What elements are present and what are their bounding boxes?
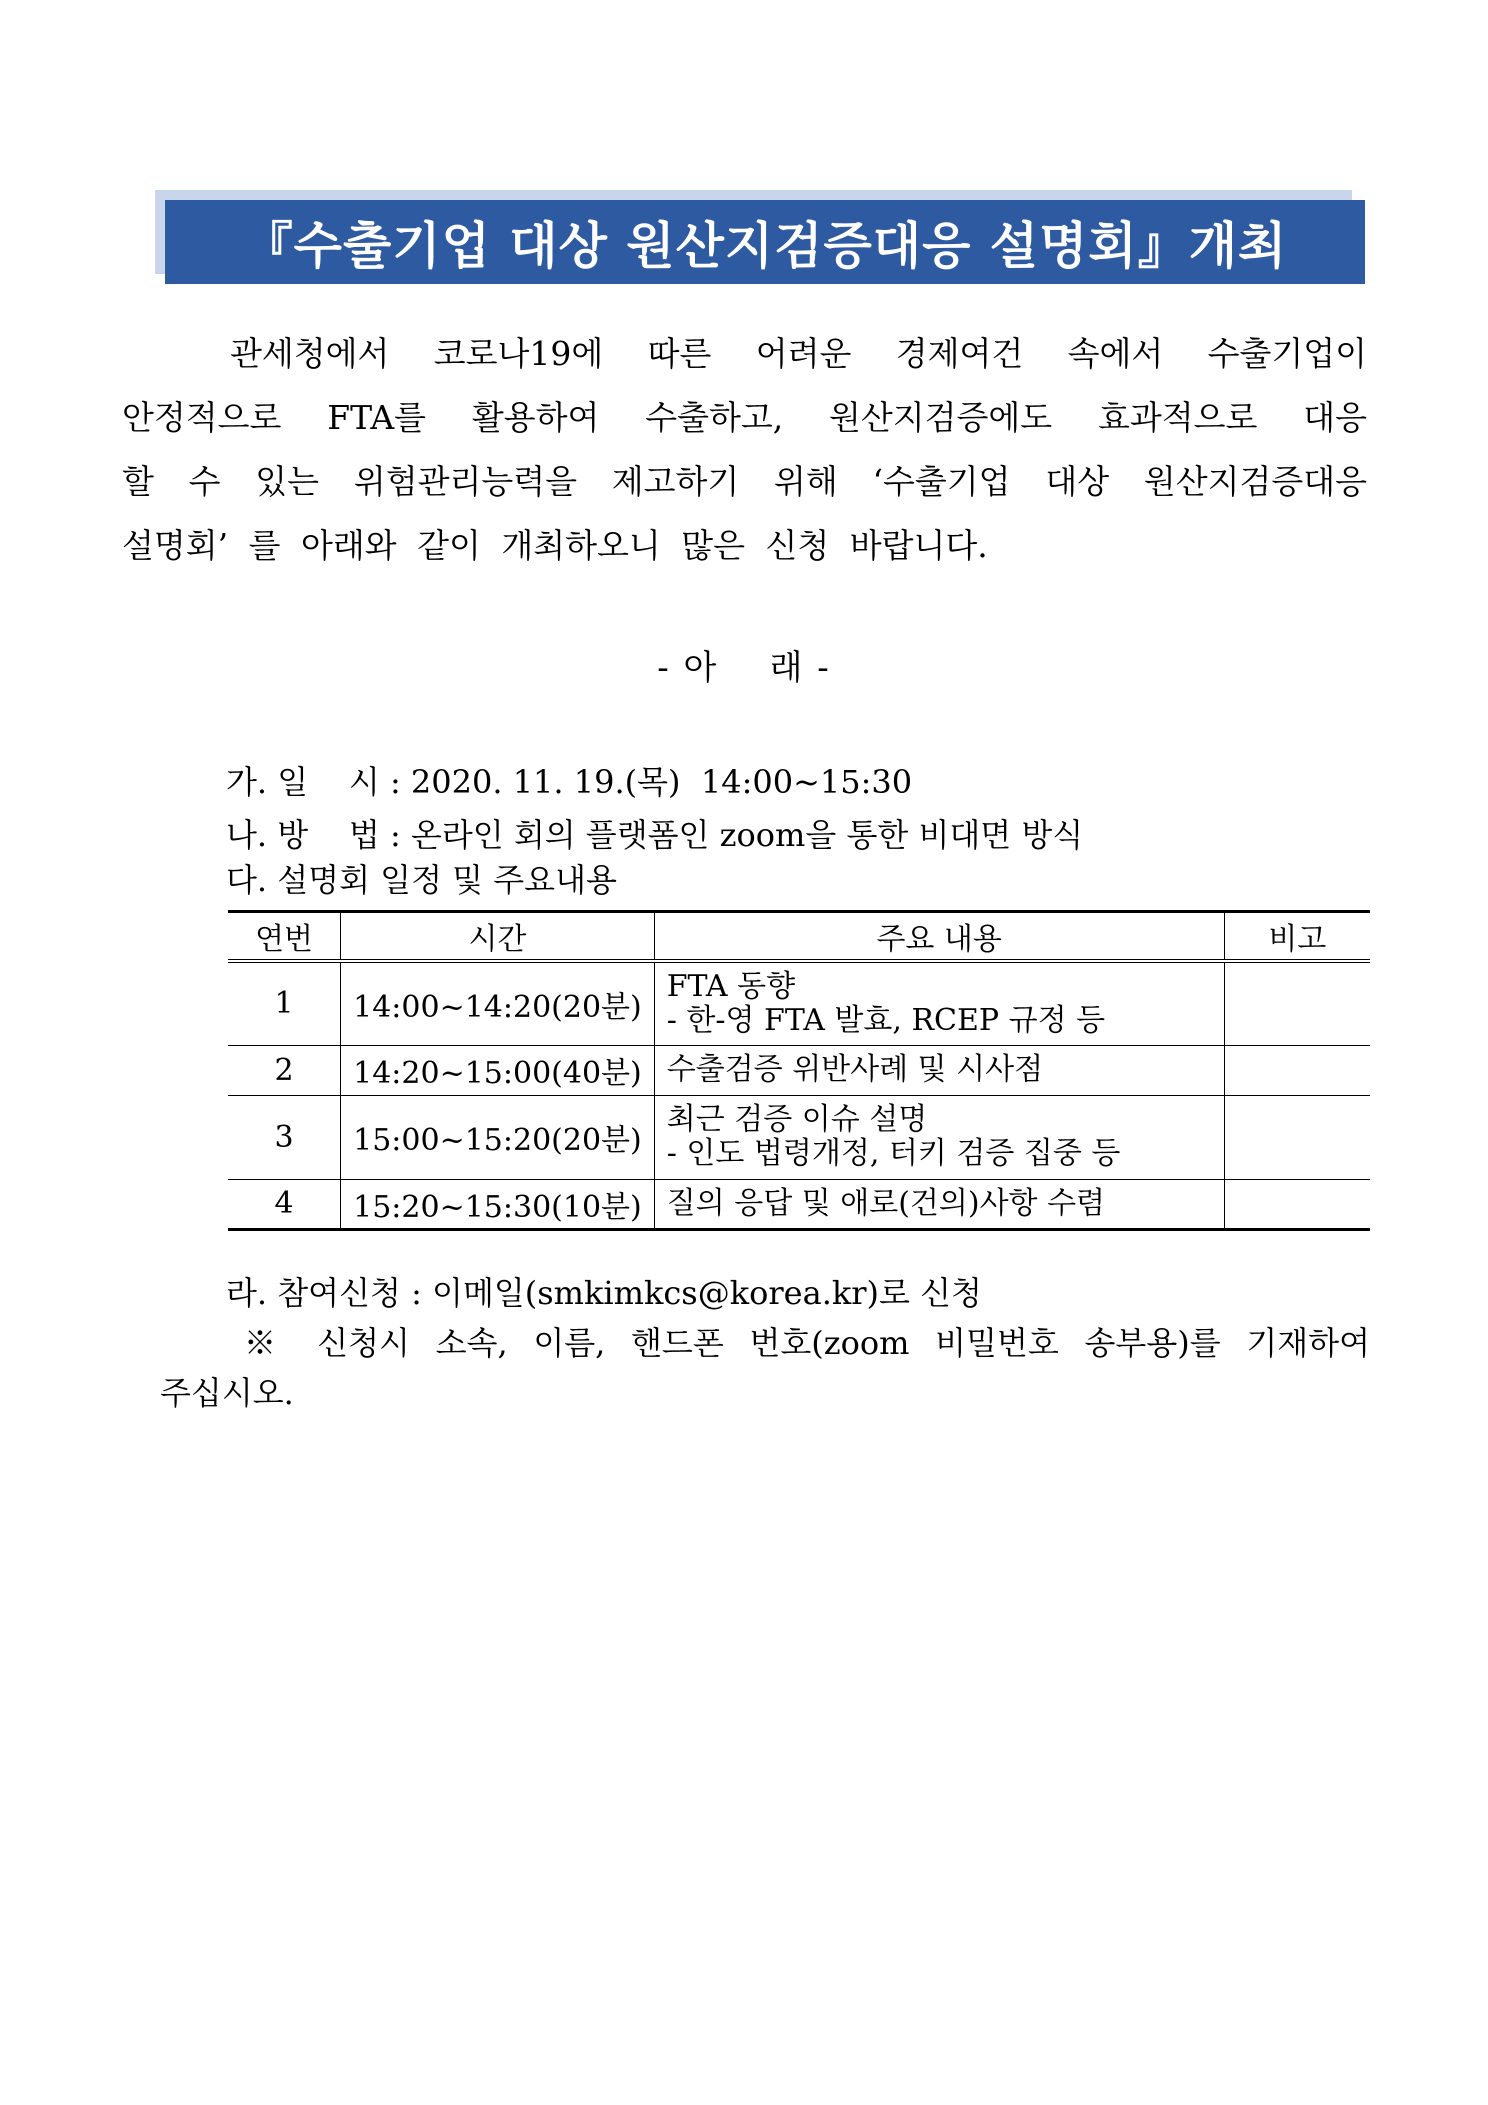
row-content [654,1179,1224,1229]
item-method [226,810,1083,856]
row-content-line2: - 인도 법령개정, 터키 검증 집중 등 [666,1136,1121,1171]
table-row [228,1095,1370,1179]
row-no: 1 [228,961,341,1045]
apply-label: 라. 참여신청 [226,1274,401,1312]
row-content [654,1095,1224,1179]
intro-line: 안정적으로 FTA를 활용하여 수출하고, 원산지검증에도 효과적으로 대응 [122,398,1367,437]
intro-line: 관세청에서 코로나19에 따른 어려운 경제여건 속에서 수출기업이 [230,334,1367,373]
note-line: 주십시오. [160,1374,294,1412]
row-time: 14:00~14:20(20분) [341,961,655,1045]
row-content [654,961,1224,1045]
row-note [1224,1095,1370,1179]
item-date-value: : 2020. 11. 19.(목) 14:00~15:30 [389,763,913,801]
apply-section [226,1268,982,1314]
intro-paragraph [122,322,1367,578]
item-method-label: 나. 방 법 [226,816,380,854]
header-note: 비고 [1224,912,1370,962]
page-title: 『수출기업 대상 원산지검증대응 설명회』개최 [242,217,1288,275]
apply-note [160,1318,1370,1418]
row-content [654,1045,1224,1095]
header-content: 주요 내용 [654,912,1224,962]
row-content-line1: 수출검증 위반사례 및 시사점 [666,1052,1044,1087]
item-method-value: : 온라인 회의 플랫폼인 zoom을 통한 비대면 방식 [389,816,1084,854]
item-schedule-label: 다. 설명회 일정 및 주요내용 [226,861,617,899]
note-line: ※ 신청시 소속, 이름, 핸드폰 번호(zoom 비밀번호 송부용)를 기재하여 [244,1324,1370,1362]
row-note [1224,1179,1370,1229]
intro-line: 설명회’ 를 아래와 같이 개최하오니 많은 신청 바랍니다. [122,526,988,565]
row-time: 15:20~15:30(10분) [341,1179,655,1229]
table-header-row [228,912,1370,962]
row-no: 4 [228,1179,341,1229]
row-no: 2 [228,1045,341,1095]
item-date-label: 가. 일 시 [226,763,380,801]
table-row [228,1179,1370,1229]
row-content-line1: 최근 검증 이슈 설명 [666,1102,928,1137]
intro-line: 할 수 있는 위험관리능력을 제고하기 위해 ‘수출기업 대상 원산지검증대응 [122,462,1367,501]
table-row [228,961,1370,1045]
row-time: 14:20~15:00(40분) [341,1045,655,1095]
item-date [226,757,912,803]
title-banner [165,200,1365,284]
notice-heading: - 아 래 - [657,648,831,688]
row-time: 15:00~15:20(20분) [341,1095,655,1179]
header-time: 시간 [341,912,655,962]
item-schedule [226,855,617,901]
table-row [228,1045,1370,1095]
row-note [1224,1045,1370,1095]
row-no: 3 [228,1095,341,1179]
header-no: 연번 [228,912,341,962]
schedule-table [228,910,1370,1231]
row-content-line1: 질의 응답 및 애로(건의)사항 수렴 [666,1185,1106,1221]
row-content-line1: FTA 동향 [666,968,796,1004]
apply-value: : 이메일(smkimkcs@korea.kr)로 신청 [411,1274,982,1312]
row-content-line2: - 한-영 FTA 발효, RCEP 규정 등 [666,1002,1106,1038]
row-note [1224,961,1370,1045]
